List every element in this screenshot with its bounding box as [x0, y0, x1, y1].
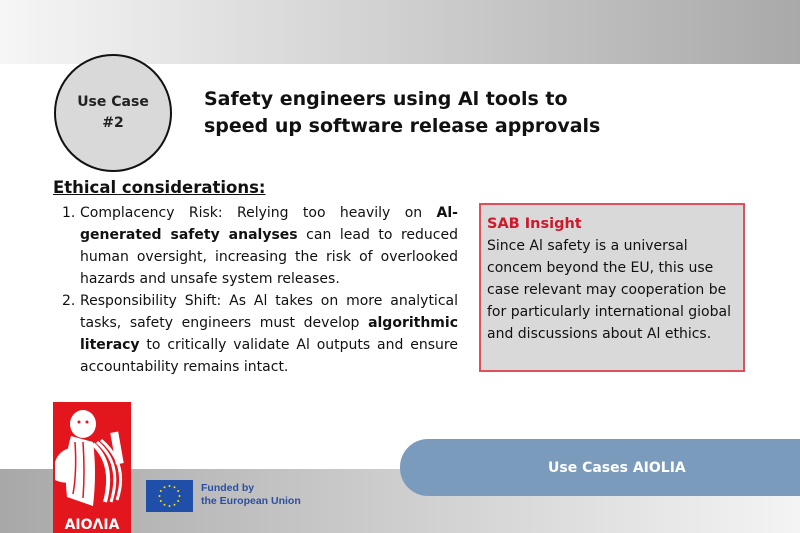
- item-text: [80, 202, 458, 290]
- eu-flag-icon: [146, 480, 193, 512]
- ethics-item: [62, 290, 458, 378]
- use-cases-aiolia-banner: [400, 439, 800, 496]
- item-text-pre: Responsibility Shift: As Al takes on more analytical tasks, safety engineers must develop: [80, 293, 458, 331]
- item-text-bold: algorithmic literacy: [80, 315, 458, 353]
- item-text: [80, 290, 458, 378]
- funded-line-1: Funded by: [201, 482, 255, 494]
- eu-funding-label: [201, 482, 301, 508]
- page-title: [204, 86, 624, 140]
- item-text-post: to critically validate Al outputs and ensure accountability remains intact.: [80, 337, 458, 375]
- title-line-2: speed up software release approvals: [204, 115, 601, 137]
- eu-stars-icon: [146, 480, 193, 512]
- item-text-bold: Al-generated safety analyses: [80, 205, 458, 243]
- ethics-heading: Ethical considerations:: [53, 178, 266, 197]
- aiolia-logo: [53, 402, 131, 533]
- badge-line-1: Use Case: [77, 94, 149, 110]
- item-number: 2.: [62, 293, 76, 309]
- item-number: 1.: [62, 205, 76, 221]
- funded-line-2: the European Union: [201, 495, 301, 507]
- badge-line-2: #2: [102, 115, 124, 131]
- title-line-1: Safety engineers using Al tools to: [204, 88, 568, 110]
- item-text-pre: Complacency Risk: Relying too heavily on: [80, 205, 437, 221]
- item-text-post: can lead to reduced human oversight, increasing the risk of overlooked hazards and unsafe system releases.: [80, 227, 459, 287]
- banner-label: Use Cases AIOLIA: [548, 459, 686, 476]
- ethics-item: [62, 202, 458, 290]
- use-case-badge: [54, 54, 172, 172]
- insight-body: Since Al safety is a universal concem beyond the EU, this use case relevant may cooperation be for particularly international giobal and discussions about Al ethics.: [487, 238, 731, 342]
- logo-wordmark: AIOΛIA: [64, 517, 120, 533]
- philosopher-statue-icon: [53, 402, 131, 533]
- ethics-list: [62, 202, 458, 378]
- sab-insight-box: [479, 203, 745, 372]
- insight-title: SAB Insight: [487, 216, 582, 232]
